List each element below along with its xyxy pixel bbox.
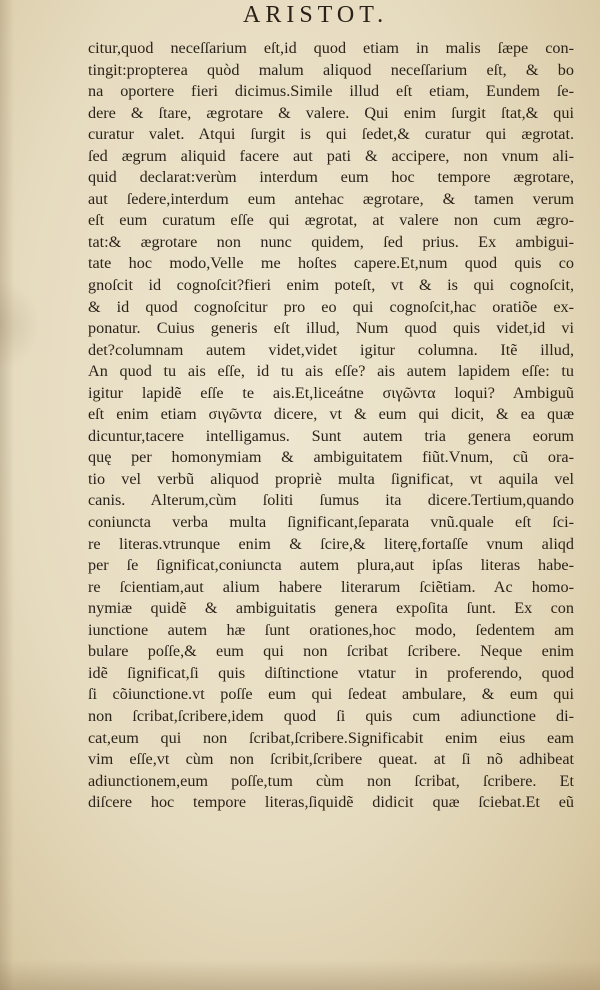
text-line	[88, 555, 574, 577]
text-line	[88, 598, 574, 620]
text-line	[88, 81, 574, 103]
text-line	[88, 60, 574, 82]
text-line	[88, 447, 574, 469]
text-line	[88, 38, 574, 60]
text-line	[88, 706, 574, 728]
text-line	[88, 749, 574, 771]
text-line	[88, 426, 574, 448]
text-line	[88, 469, 574, 491]
text-line-content: ponatur. Cuius generis eſt illud, Num quod quis videt,id vi	[88, 319, 574, 338]
text-line-content: citur,quod neceſſarium eſt,id quod etiam in malis ſæpe con-	[88, 39, 574, 57]
text-line-content: dere & ſtare, ægrotare & valere. Qui enim ſurgit ſtat,& qui	[88, 103, 574, 122]
text-line	[88, 663, 574, 685]
text-line	[88, 361, 574, 383]
text-line	[88, 210, 574, 232]
text-line	[88, 641, 574, 663]
text-line-content: tat:& ægrotare non nunc quidem, ſed prius. Ex ambigui-	[88, 232, 574, 251]
text-line-content: coniuncta verba multa ſignificant,ſeparata vnũ.quale eſt ſci-	[88, 513, 574, 532]
text-line-content: diſcere hoc tempore literas,ſiquidẽ didicit quæ ſciebat.Et eũ	[88, 793, 574, 812]
text-line	[88, 620, 574, 642]
text-line-content: non ſcribat,ſcribere,idem quod ſi quis cum adiunctione di-	[88, 706, 574, 725]
text-line	[88, 577, 574, 599]
text-block	[88, 38, 574, 814]
text-line-content: cat,eum qui non ſcribat,ſcribere.Significabit enim eius eam	[88, 728, 574, 747]
text-line	[88, 167, 574, 189]
running-head: ARISTOT.	[243, 2, 389, 28]
text-line-content: eſt enim etiam σιγῶντα dicere, vt & eum qui dicit, & ea quæ	[88, 405, 574, 424]
page-gutter-shadow	[0, 0, 14, 990]
text-line	[88, 490, 574, 512]
text-line-content: gnoſcit id cognoſcit?fieri enim poteſt, vt & is qui cognoſcit,	[88, 276, 574, 295]
text-line-content: det?columnam autem videt,videt igitur columna. Itẽ illud,	[88, 340, 574, 359]
text-line-content: tingit:propterea quòd malum aliquod neceſſarium eſt, & bo	[88, 60, 574, 79]
text-line	[88, 318, 574, 340]
text-line-content: canis. Alterum,cùm ſoliti ſumus ita dicere.Tertium,quando	[88, 491, 574, 510]
text-line	[88, 124, 574, 146]
text-line	[88, 383, 574, 405]
text-line	[88, 146, 574, 168]
text-line	[88, 728, 574, 750]
text-line	[88, 792, 574, 814]
text-line-content: re ſcientiam,aut alium habere literarum ſciẽtiam. Ac homo-	[88, 577, 574, 596]
text-line	[88, 512, 574, 534]
text-line	[88, 684, 574, 706]
show-through-stain	[0, 280, 40, 370]
page-bottom-shadow	[0, 960, 600, 990]
text-line-content: eſt eum curatum eſſe qui ægrotat, at valere non cum ægro-	[88, 211, 574, 230]
text-line	[88, 534, 574, 556]
text-line	[88, 253, 574, 275]
text-line-content: tio vel verbũ aliquod propriè multa ſignificat, vt aquila vel	[88, 469, 574, 488]
text-line-content: quid declarat:verùm interdum eum hoc tempore ægrotare,	[88, 168, 574, 187]
text-line-content: & id quod cognoſcitur pro eo qui cognoſcit,hac oratiõe ex-	[88, 297, 574, 316]
text-line-content: bulare poſſe,& eum qui non ſcribat ſcribere. Neque enim	[88, 642, 574, 661]
text-line-content: per ſe ſignificat,coniuncta autem plura,aut ipſas literas habe-	[88, 556, 574, 575]
text-line-content: tate hoc modo,Velle me hoſtes capere.Et,num quod quis co	[88, 254, 574, 273]
text-line	[88, 275, 574, 297]
text-line	[88, 189, 574, 211]
text-line-content: adiunctionem,eum poſſe,tum cùm non ſcribat, ſcribere. Et	[88, 771, 574, 790]
text-line-content: igitur lapidẽ eſſe te ais.Et,liceátne σιγῶντα loqui? Ambiguũ	[88, 383, 574, 402]
text-line-content: ſi cõiunctione.vt poſſe eum qui ſedeat ambulare, & eum qui	[88, 685, 574, 704]
text-line-content: vim eſſe,vt cùm non ſcribit,ſcribere queat. at ſi nõ adhibeat	[88, 750, 574, 769]
text-line-content: aut ſedere,interdum eum antehac ægrotare, & tamen verum	[88, 189, 574, 208]
text-line-content: ſed ægrum aliquid facere aut pati & accipere, non vnum ali-	[88, 146, 574, 165]
text-line	[88, 404, 574, 426]
text-line-content: iunctione autem hæ ſunt orationes,hoc modo, ſedentem am	[88, 620, 574, 639]
text-line	[88, 297, 574, 319]
text-line-content: An quod tu ais eſſe, id tu ais eſſe? ais autem lapidem eſſe: tu	[88, 362, 574, 381]
text-line-content: nymiæ quidẽ & ambiguitatis genera expoſita ſunt. Ex con	[88, 599, 574, 618]
text-line-content: quę per homonymiam & ambiguitatem fiũt.Vnum, cũ ora-	[88, 448, 574, 467]
text-line	[88, 771, 574, 793]
text-line	[88, 103, 574, 125]
text-line-content: dicuntur,tacere intelligamus. Sunt autem tria genera eorum	[88, 426, 574, 445]
text-line-content: re literas.vtrunque enim & ſcire,& literę,fortaſſe vnum aliqd	[88, 534, 574, 553]
text-line-content: idẽ ſignificat,ſi quis diſtinctione vtatur in proferendo, quod	[88, 663, 574, 682]
text-line	[88, 340, 574, 362]
text-line-content: na oportere fieri dicimus.Simile illud eſt etiam, Eundem ſe-	[88, 82, 574, 101]
text-line-content: curatur valet. Atqui ſurgit is qui ſedet,& curatur qui ægrotat.	[88, 125, 574, 144]
text-line	[88, 232, 574, 254]
